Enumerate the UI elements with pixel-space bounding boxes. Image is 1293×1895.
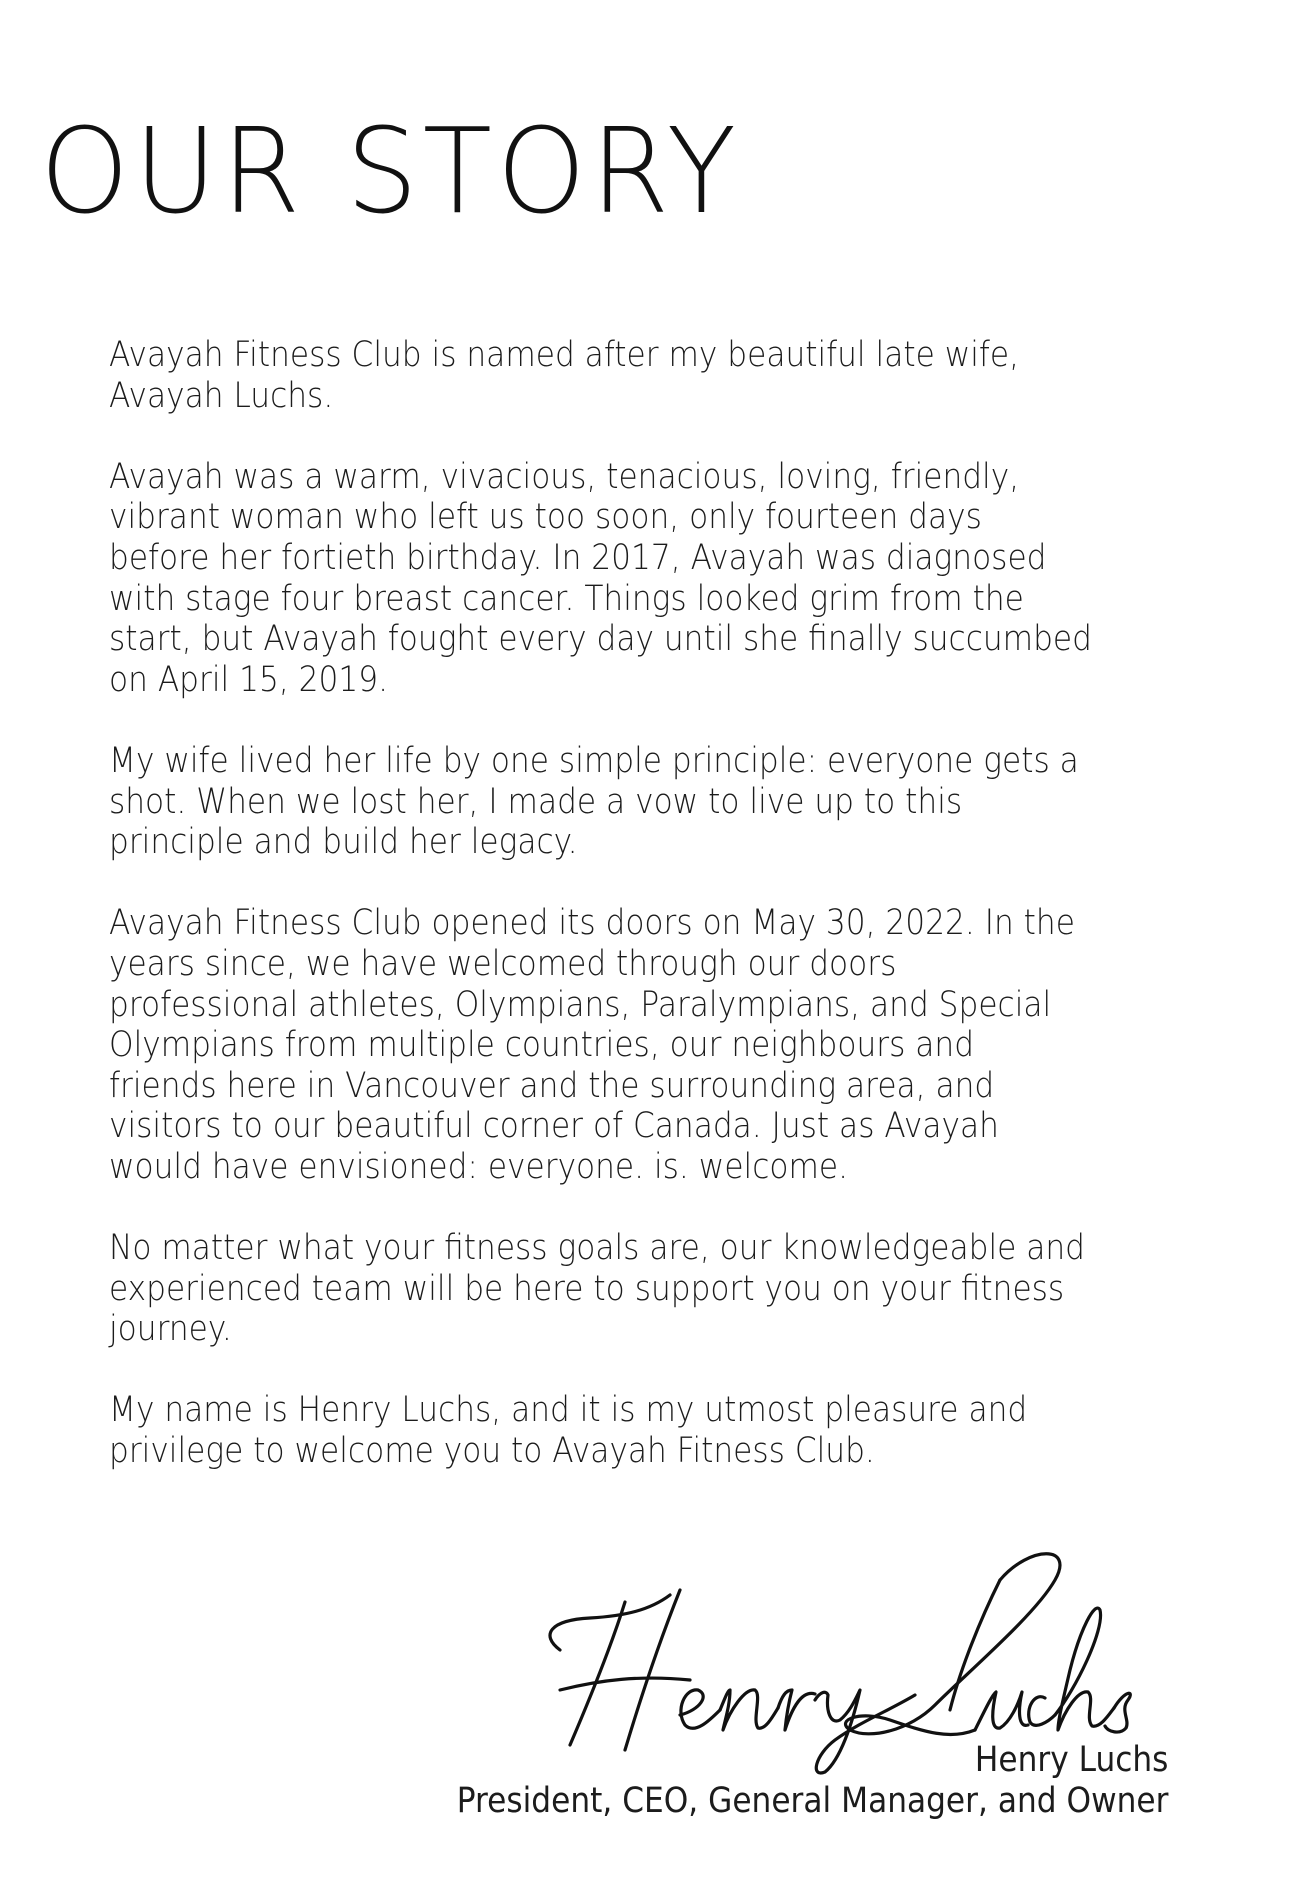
- paragraph: [109, 457, 1186, 701]
- text-line: before her fortieth birthday. In 2017, Avayah was diagnosed: [109, 537, 1047, 578]
- text-line: experienced team will be here to support you on your fitness: [109, 1268, 1065, 1309]
- text-line: Avayah Fitness Club opened its doors on May 30, 2022. In the: [109, 903, 1075, 944]
- text-line: My wife lived her life by one simple principle: everyone gets a: [109, 740, 1079, 781]
- text-line: years since, we have welcomed through our doors: [109, 943, 897, 984]
- letter-body: [109, 335, 1186, 1512]
- signer-title: President, CEO, General Manager, and Owner: [456, 1781, 1168, 1821]
- text-line: friends here in Vancouver and the surrounding area, and: [109, 1065, 995, 1106]
- text-line: professional athletes, Olympians, Paralympians, and Special: [109, 984, 1052, 1025]
- paragraph: [109, 1390, 1186, 1471]
- text-line: No matter what your fitness goals are, our knowledgeable and: [109, 1228, 1085, 1269]
- text-line: Olympians from multiple countries, our neighbours and: [109, 1025, 975, 1066]
- text-line: with stage four breast cancer. Things looked grim from the: [109, 578, 1024, 619]
- text-line: Avayah Fitness Club is named after my beautiful late wife,: [109, 335, 1020, 375]
- text-line: Avayah was a warm, vivacious, tenacious, loving, friendly,: [109, 456, 1020, 497]
- text-line: vibrant woman who left us too soon, only fourteen days: [109, 497, 982, 538]
- page-title: OUR STORY: [40, 102, 741, 240]
- text-line: visitors to our beautiful corner of Canada. Just as Avayah: [109, 1106, 999, 1147]
- signer-block: [456, 1740, 1168, 1822]
- text-line: privilege to welcome you to Avayah Fitness Club.: [109, 1431, 875, 1472]
- text-line: on April 15, 2019.: [109, 659, 389, 700]
- paragraph: [109, 1228, 1186, 1350]
- paragraph: [109, 741, 1186, 863]
- paragraph: [109, 903, 1186, 1187]
- signer-name: Henry Luchs: [974, 1740, 1168, 1780]
- text-line: My name is Henry Luchs, and it is my utmost pleasure and: [109, 1390, 1028, 1431]
- text-line: journey.: [109, 1309, 232, 1350]
- text-line: Avayah Luchs.: [109, 375, 334, 416]
- text-line: would have envisioned: everyone. is. welcome.: [109, 1146, 849, 1187]
- text-line: start, but Avayah fought every day until she finally succumbed: [109, 619, 1092, 660]
- text-line: shot. When we lost her, I made a vow to live up to this: [109, 781, 963, 822]
- paragraph: [109, 335, 1186, 416]
- text-line: principle and build her legacy.: [109, 822, 578, 863]
